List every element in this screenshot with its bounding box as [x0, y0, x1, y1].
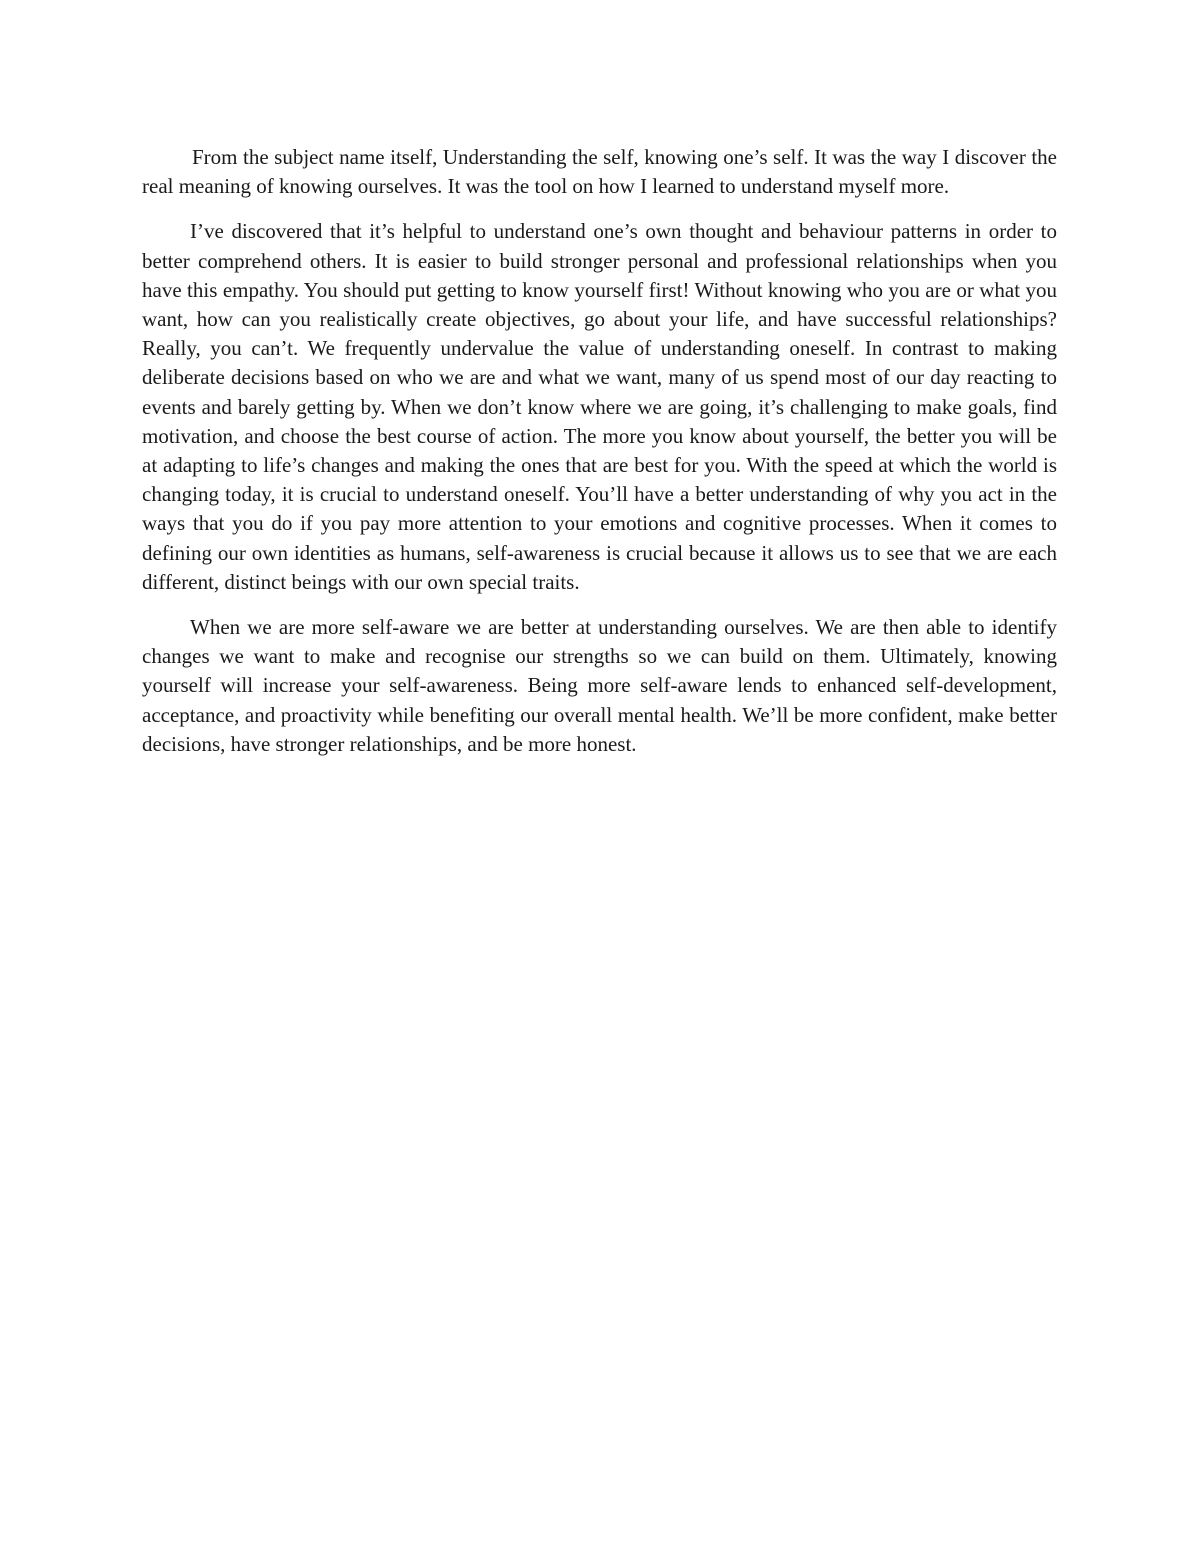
- document-body: [142, 143, 1057, 775]
- paragraph-2: I’ve discovered that it’s helpful to understand one’s own thought and behaviour patterns in order to better comprehend others. It is easier to build stronger personal and professional relationships when you have this empathy. You should put getting to know yourself first! Without knowing who you are or what you want, how can you realistically create objectives, go about your life, and have successful relationships? Really, you can’t. We frequently undervalue the value of understanding oneself. In contrast to making deliberate decisions based on who we are and what we want, many of us spend most of our day reacting to events and barely getting by. When we don’t know where we are going, it’s challenging to make goals, find motivation, and choose the best course of action. The more you know about yourself, the better you will be at adapting to life’s changes and making the ones that are best for you. With the speed at which the world is changing today, it is crucial to understand oneself. You’ll have a better understanding of why you act in the ways that you do if you pay more attention to your emotions and cognitive processes. When it comes to defining our own identities as humans, self-awareness is crucial because it allows us to see that we are each different, distinct beings with our own special traits.: [142, 219, 1057, 594]
- paragraph-1: From the subject name itself, Understanding the self, knowing one’s self. It was the way I discover the real meaning of knowing ourselves. It was the tool on how I learned to understand myself more.: [142, 145, 1057, 199]
- paragraph-3: When we are more self-aware we are better at understanding ourselves. We are then able to identify changes we want to make and recognise our strengths so we can build on them. Ultimately, knowing yourself will increase your self-awareness. Being more self-aware lends to enhanced self-development, acceptance, and proactivity while benefiting our overall mental health. We’ll be more confident, make better decisions, have stronger relationships, and be more honest.: [142, 615, 1057, 756]
